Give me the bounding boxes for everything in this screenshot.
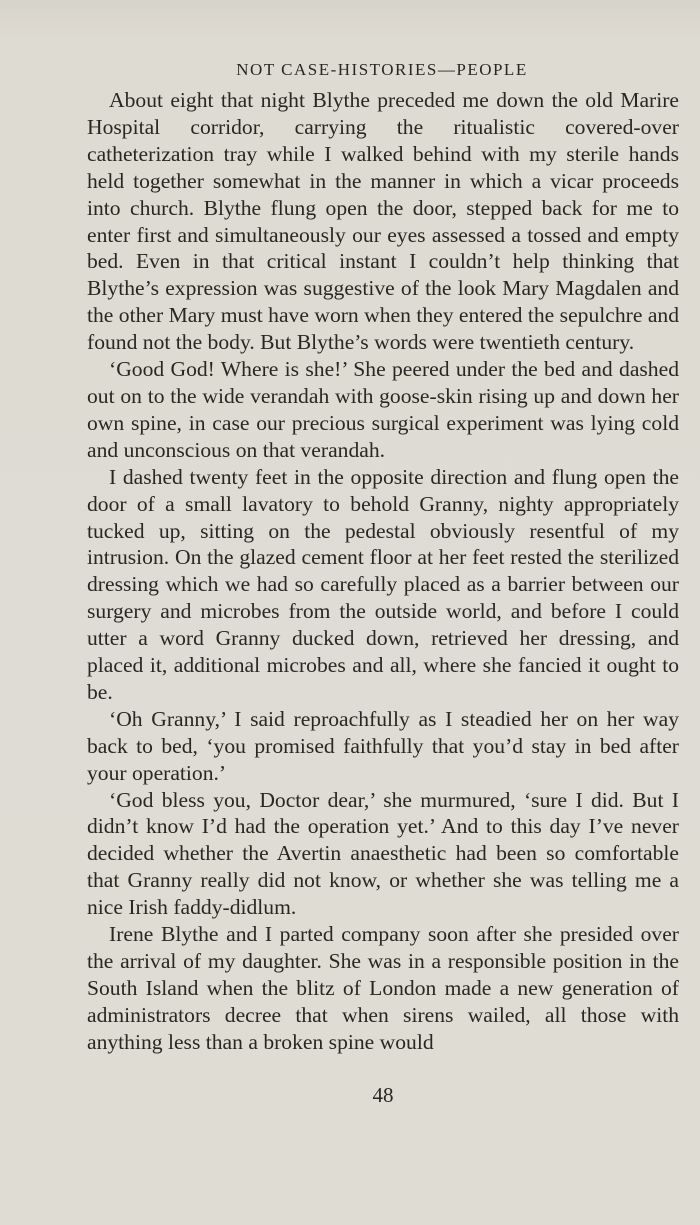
paragraph: I dashed twenty feet in the opposite direction and flung open the door of a small lavatory to behold Granny, nighty appropriately tucked up, sitting on the pedestal obviously resentful of my intrusion. On the glazed cement floor at her feet rested the sterilized dressing which we had so carefully placed as a barrier between our surgery and microbes from the outside world, and before I could utter a word Granny ducked down, retrieved her dressing, and placed it, additional microbes and all, where she fancied it ought to be. bbox=[87, 464, 679, 704]
page-number: 48 bbox=[372, 1083, 394, 1107]
paragraph: ‘God bless you, Doctor dear,’ she murmured, ‘sure I did. But I didn’t know I’d had the operation yet.’ And to this day I’ve never decided whether the Avertin anaesthetic had been so comfortable that Granny really did not know, or whether she was telling me a nice Irish faddy-didlum. bbox=[87, 787, 679, 920]
paragraph: Irene Blythe and I parted company soon after she presided over the arrival of my daughter. She was in a responsible position in the South Island when the blitz of London made a new generation of administrators decree that when sirens wailed, all those with anything less than a broken spine would bbox=[87, 922, 679, 1054]
paragraph: ‘Oh Granny,’ I said reproachfully as I steadied her on her way back to bed, ‘you promised faithfully that you’d stay in bed after your operation.’ bbox=[87, 706, 679, 785]
paragraph: About eight that night Blythe preceded me down the old Marire Hospital corridor, carrying the ritualistic covered-over catheterization tray while I walked behind with my sterile hands held together somewhat in the manner in which a vicar proceeds into church. Blythe flung open the door, stepped back for me to enter first and simultaneously our eyes assessed a tossed and empty bed. Even in that critical instant I couldn’t help thinking that Blythe’s expression was suggestive of the look Mary Magdalen and the other Mary must have worn when they entered the sepulchre and found not the body. But Blythe’s words were twentieth century. bbox=[87, 88, 679, 355]
running-head: NOT CASE-HISTORIES—PEOPLE bbox=[236, 60, 528, 79]
body-text bbox=[87, 87, 679, 1056]
paragraph: ‘Good God! Where is she!’ She peered under the bed and dashed out on to the wide verandah with goose-skin rising up and down her own spine, in case our precious surgical experiment was lying cold and unconscious on that verandah. bbox=[87, 357, 679, 462]
